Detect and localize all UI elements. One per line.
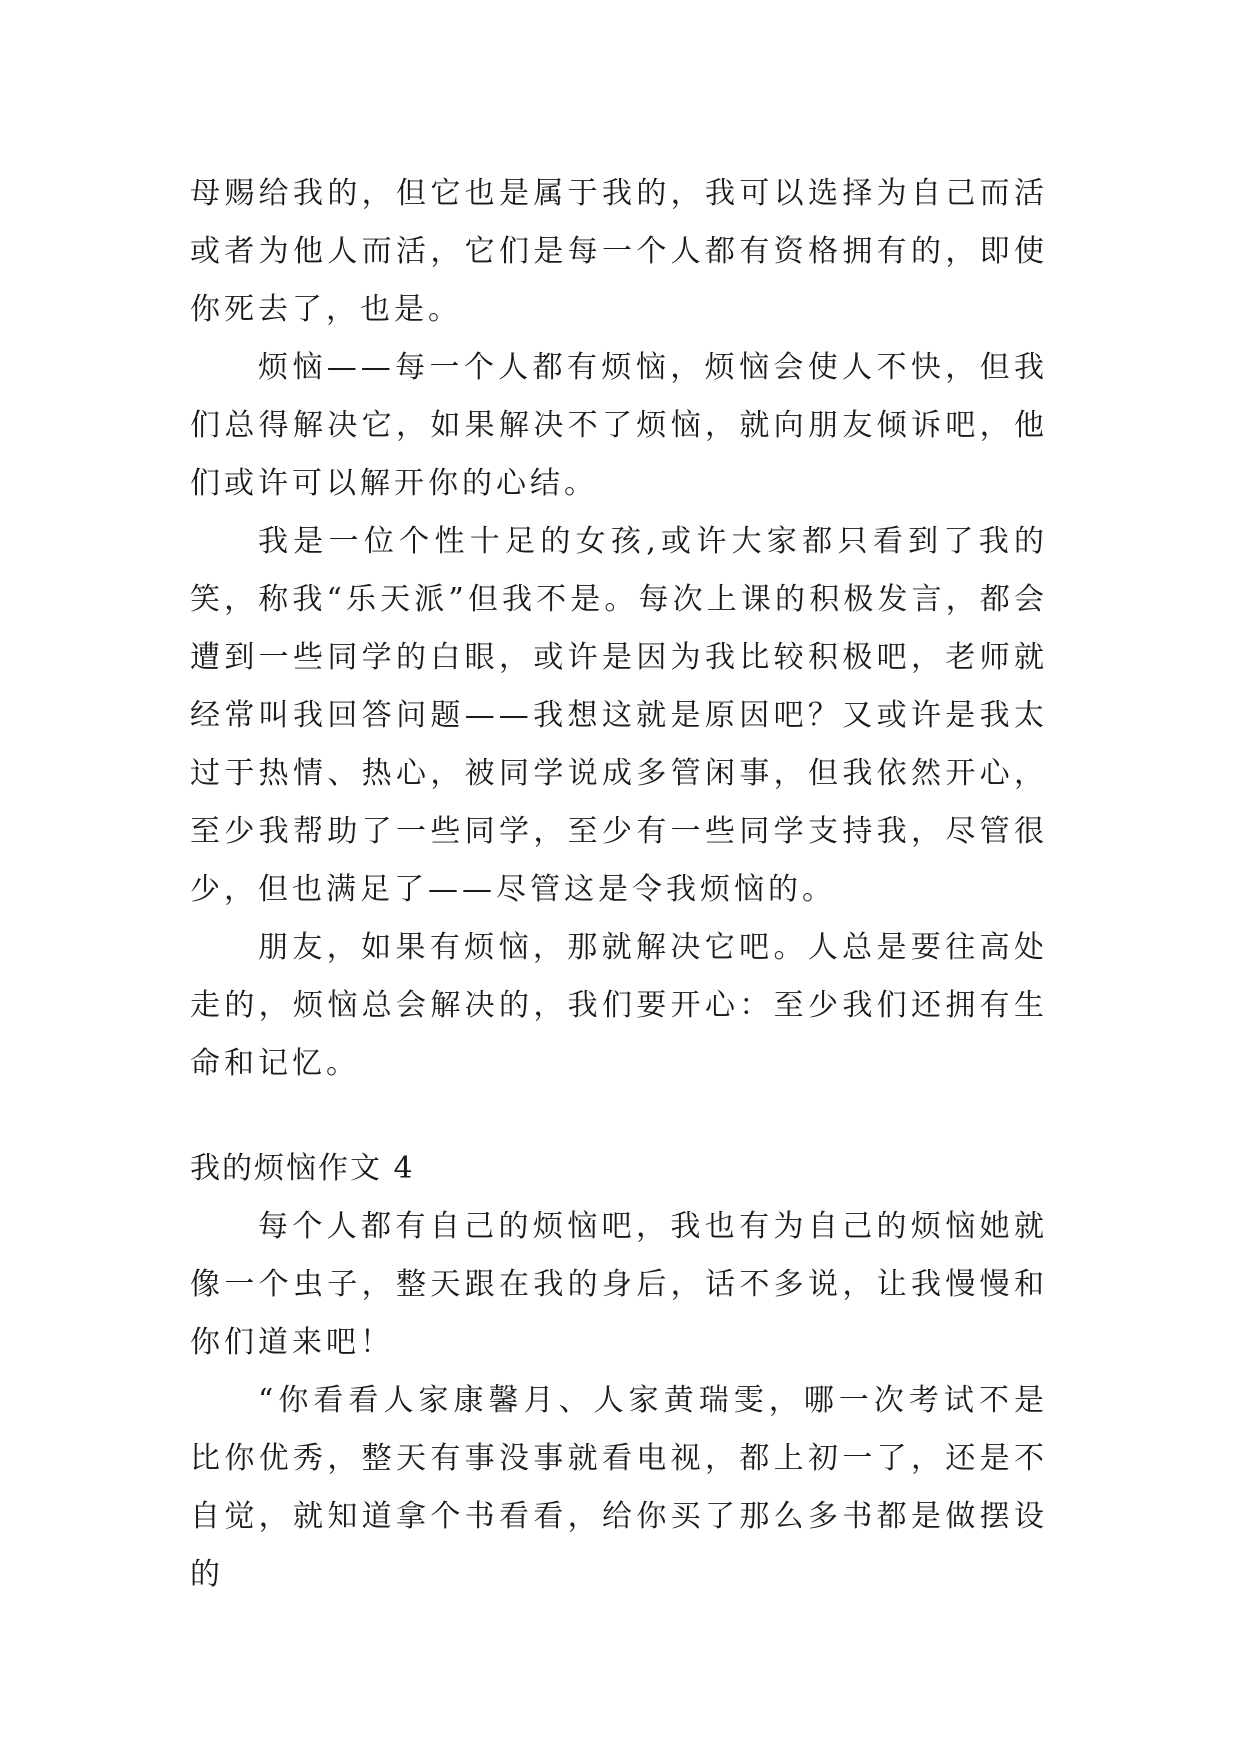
text-block-bottom — [190, 1198, 1048, 1604]
text-block-top — [190, 165, 1048, 1093]
paragraph-1: 母赐给我的，但它也是属于我的，我可以选择为自己而活或者为他人而活，它们是每一个人都有资格拥有的，即使你死去了，也是。 — [190, 176, 1048, 327]
paragraph-3: 我是一位个性十足的女孩,或许大家都只看到了我的笑，称我“乐天派”但我不是。每次上课的积极发言，都会遭到一些同学的白眼，或许是因为我比较积极吧，老师就经常叫我回答问题——我想这就是原因吧？又或许是我太过于热情、热心，被同学说成多管闲事，但我依然开心，至少我帮助了一些同学，至少有一些同学支持我，尽管很少，但也满足了——尽管这是令我烦恼的。 — [190, 524, 1048, 907]
paragraph-5: 每个人都有自己的烦恼吧，我也有为自己的烦恼她就像一个虫子，整天跟在我的身后，话不多说，让我慢慢和你们道来吧！ — [190, 1209, 1048, 1360]
section-title: 我的烦恼作文 4 — [190, 1151, 415, 1186]
paragraph-2: 烦恼——每一个人都有烦恼，烦恼会使人不快，但我们总得解决它，如果解决不了烦恼，就向朋友倾诉吧，他们或许可以解开你的心结。 — [190, 350, 1048, 501]
paragraph-6: “你看看人家康馨月、人家黄瑞雯，哪一次考试不是比你优秀，整天有事没事就看电视，都上初一了，还是不自觉，就知道拿个书看看，给你买了那么多书都是做摆设的 — [190, 1383, 1048, 1592]
paragraph-4: 朋友，如果有烦恼，那就解决它吧。人总是要往高处走的，烦恼总会解决的，我们要开心：至少我们还拥有生命和记忆。 — [190, 930, 1048, 1081]
